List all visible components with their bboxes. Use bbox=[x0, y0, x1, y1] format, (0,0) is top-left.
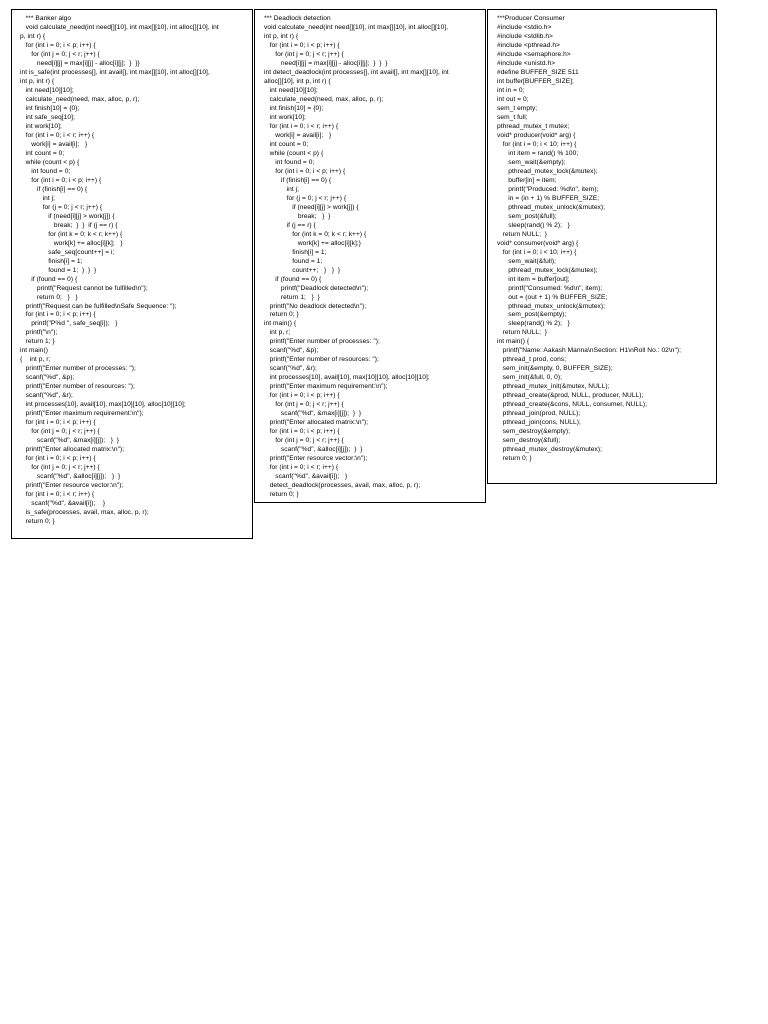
banker-code-line: { int p, r; bbox=[20, 356, 51, 364]
deadlock-code-line: printf("Enter maximum requirement:\n"); bbox=[264, 383, 388, 391]
producer-code-line: printf("Consumed: %d\n", item); bbox=[497, 284, 603, 292]
deadlock-code-line: *** Deadlock detection bbox=[264, 15, 331, 22]
deadlock-code-line: for (int i = 0; i < p; i++) { bbox=[264, 428, 340, 436]
producer-code-line: ***Producer Consumer bbox=[497, 15, 565, 22]
banker-code-line: for (int i = 0; i < r; i++) { bbox=[20, 131, 95, 139]
deadlock-code-line: int p, int r) { bbox=[264, 32, 299, 40]
producer-code-line: int main() { bbox=[497, 338, 530, 346]
deadlock-code-line: for (int j = 0; j < r; j++) { bbox=[264, 401, 344, 409]
banker-code-line: break; } } if (j == r) { bbox=[20, 221, 118, 229]
banker-code-line: int j; bbox=[20, 194, 55, 202]
banker-code-line: if (need[i][j] > work[j]) { bbox=[20, 212, 115, 220]
deadlock-code-line: if (found == 0) { bbox=[264, 275, 322, 283]
producer-code-line: int in = 0; bbox=[497, 86, 525, 94]
producer-code-line: for (int i = 0; i < 10; i++) { bbox=[497, 140, 577, 148]
deadlock-code-line: printf("Enter resource vector:\n"); bbox=[264, 455, 368, 463]
banker-code-line: int count = 0; bbox=[20, 149, 65, 157]
banker-code-line: for (int i = 0; i < r; i++) { bbox=[20, 491, 95, 499]
banker-code-line: int found = 0; bbox=[20, 167, 71, 175]
banker-code-line: printf("\n"); bbox=[20, 329, 58, 337]
producer-code-line: pthread_join(cons, NULL); bbox=[497, 419, 581, 427]
banker-code-line: printf("Request can be fulfilled\nSafe Sequence: "); bbox=[20, 302, 177, 310]
deadlock-code-line: int found = 0; bbox=[264, 158, 315, 166]
deadlock-code-line: calculate_need(need, max, alloc, p, r); bbox=[264, 95, 384, 103]
deadlock-code-line: for (int j = 0; j < r; j++) { bbox=[264, 437, 344, 445]
deadlock-code-line: int p, r; bbox=[264, 329, 291, 337]
deadlock-code-line: if (finish[i] == 0) { bbox=[264, 176, 332, 184]
banker-code-line: printf("P%d ", safe_seq[i]); } bbox=[20, 320, 118, 328]
producer-code-line: #include <stdlib.h> bbox=[497, 32, 553, 40]
producer-code-line: int item = buffer[out]; bbox=[497, 275, 570, 283]
deadlock-code-line: int need[10][10]; bbox=[264, 86, 318, 94]
banker-code-line: finish[i] = 1; bbox=[20, 257, 83, 265]
producer-code-line: sleep(rand() % 2); } bbox=[497, 221, 570, 229]
deadlock-code-line: scanf("%d", &p); bbox=[264, 347, 319, 355]
banker-code-line: int safe_seq[10]; bbox=[20, 113, 75, 121]
producer-code-line: return NULL; } bbox=[497, 230, 548, 238]
producer-code-line: sem_post(&full); bbox=[497, 212, 557, 220]
producer-code-line: sem_t full; bbox=[497, 113, 528, 121]
producer-code-line: sem_init(&empty, 0, BUFFER_SIZE); bbox=[497, 365, 613, 373]
banker-code-line: for (j = 0; j < r; j++) { bbox=[20, 203, 103, 211]
deadlock-code-line: printf("Deadlock detected\n"); bbox=[264, 284, 369, 292]
deadlock-code-line: int finish[10] = {0}; bbox=[264, 104, 324, 112]
banker-code-line: void calculate_need(int need[][10], int max[][10], int alloc[][10], int bbox=[20, 23, 219, 31]
deadlock-code-line: return 0; } bbox=[264, 311, 299, 319]
deadlock-code-line: for (int j = 0; j < r; j++) { bbox=[264, 50, 344, 58]
deadlock-code-line: int work[10]; bbox=[264, 113, 306, 121]
producer-code-line: void* producer(void* arg) { bbox=[497, 131, 576, 139]
deadlock-code-line: while (count < p) { bbox=[264, 149, 324, 157]
deadlock-detection-panel bbox=[254, 9, 486, 503]
banker-code-line: scanf("%d", &max[i][j]); } } bbox=[20, 437, 120, 445]
producer-code-line: int out = 0; bbox=[497, 95, 529, 103]
banker-code-line: while (count < p) { bbox=[20, 158, 80, 166]
deadlock-code-line: if (need[i][j] > work[j]) { bbox=[264, 203, 359, 211]
producer-code-line: buffer[in] = item; bbox=[497, 176, 557, 184]
producer-code-line: pthread_mutex_unlock(&mutex); bbox=[497, 302, 606, 310]
banker-code-line: int is_safe(int processes[], int avail[], int max[][10], int alloc[][10], bbox=[20, 68, 210, 76]
banker-code-line: printf("Request cannot be fulfilled\n"); bbox=[20, 284, 148, 292]
producer-code-line: return NULL; } bbox=[497, 329, 548, 337]
banker-code-line: printf("Enter number of processes: "); bbox=[20, 365, 136, 373]
banker-code-line: int processes[10], avail[10], max[10][10], alloc[10][10]; bbox=[20, 401, 186, 409]
banker-code-line: *** Banker algo bbox=[20, 15, 72, 22]
deadlock-code-line: int detect_deadlock(int processes[], int avail[], int max[][10], int bbox=[264, 68, 449, 76]
deadlock-code-line: return 0; } bbox=[264, 491, 299, 499]
banker-code-line: found = 1; } } } bbox=[20, 266, 97, 274]
deadlock-code-line: work[k] += alloc[i][k];} bbox=[264, 239, 362, 247]
producer-code-line: pthread_mutex_t mutex; bbox=[497, 122, 570, 130]
banker-code-line: return 1; } bbox=[20, 338, 55, 346]
producer-code-line: return 0; } bbox=[497, 455, 532, 463]
banker-code-line: printf("Enter allocated matrix:\n"); bbox=[20, 446, 125, 454]
deadlock-code-line: for (int i = 0; i < r; i++) { bbox=[264, 122, 339, 130]
banker-code-line: p, int r) { bbox=[20, 32, 46, 40]
deadlock-code-line: detect_deadlock(processes, avail, max, alloc, p, r); bbox=[264, 482, 421, 490]
banker-code-line: int work[10]; bbox=[20, 122, 62, 130]
producer-code-line: sem_destroy(&full); bbox=[497, 437, 561, 445]
deadlock-code-line: finish[i] = 1; bbox=[264, 248, 327, 256]
banker-code-line: printf("Enter number of resources: "); bbox=[20, 383, 135, 391]
banker-code-line: work[i] = avail[i]; } bbox=[20, 140, 88, 148]
banker-code-line: return 0; } } bbox=[20, 293, 78, 301]
banker-code-line: scanf("%d", &alloc[i][j]); } } bbox=[20, 473, 121, 481]
producer-code-line: pthread_create(&cons, NULL, consumer, NULL); bbox=[497, 401, 648, 409]
banker-code-line: is_safe(processes, avail, max, alloc, p, r); bbox=[20, 509, 149, 517]
deadlock-code-line: for (int i = 0; i < p; i++) { bbox=[264, 167, 346, 175]
deadlock-code-line: printf("No deadlock detected\n"); bbox=[264, 302, 367, 310]
banker-code-line: if (finish[i] == 0) { bbox=[20, 185, 88, 193]
producer-code-line: printf("Produced: %d\n", item); bbox=[497, 185, 599, 193]
producer-code-line: in = (in + 1) % BUFFER_SIZE; bbox=[497, 194, 600, 202]
banker-code-line: printf("Enter maximum requirement:\n"); bbox=[20, 410, 144, 418]
banker-code-line: safe_seq[count++] = i; bbox=[20, 248, 115, 256]
deadlock-code-line: scanf("%d", &avail[i]); } bbox=[264, 473, 348, 481]
producer-code-line: pthread_mutex_lock(&mutex); bbox=[497, 167, 598, 175]
banker-code-line: for (int i = 0; i < p; i++) { bbox=[20, 311, 96, 319]
deadlock-code-line: scanf("%d", &alloc[i][j]); } } bbox=[264, 446, 363, 454]
deadlock-code-line: count++; } } } bbox=[264, 266, 341, 274]
banker-code-line: scanf("%d", &avail[i]); } bbox=[20, 500, 106, 508]
producer-code-line: #include <semaphore.h> bbox=[497, 50, 571, 58]
producer-code-line: sem_wait(&empty); bbox=[497, 158, 566, 166]
producer-code-line: #include <stdio.h> bbox=[497, 23, 552, 31]
producer-code-line: sem_destroy(&empty); bbox=[497, 428, 570, 436]
producer-code-line: pthread_mutex_init(&mutex, NULL); bbox=[497, 383, 610, 391]
producer-code-line: sem_t empty; bbox=[497, 104, 538, 112]
banker-code-line: for (int j = 0; j < r; j++) { bbox=[20, 50, 100, 58]
deadlock-code-line: return 1; } } bbox=[264, 293, 320, 301]
banker-code-line: if (found == 0) { bbox=[20, 275, 78, 283]
deadlock-code-line: int processes[10], avail[10], max[10][10], alloc[10][10]; bbox=[264, 374, 430, 382]
banker-code-line: int finish[10] = {0}; bbox=[20, 104, 80, 112]
deadlock-code-line: void calculate_need(int need[][10], int max[][10], int alloc[][10], bbox=[264, 23, 449, 31]
banker-code-line: scanf("%d", &r); bbox=[20, 392, 73, 400]
banker-code-line: scanf("%d", &p); bbox=[20, 374, 75, 382]
producer-code-line: out = (out + 1) % BUFFER_SIZE; bbox=[497, 293, 608, 301]
banker-code-line: for (int j = 0; j < r; j++) { bbox=[20, 428, 100, 436]
banker-code-line: for (int j = 0; j < r; j++) { bbox=[20, 464, 100, 472]
deadlock-code-line: for (j = 0; j < r; j++) { bbox=[264, 194, 347, 202]
deadlock-code-line: scanf("%d", &r); bbox=[264, 365, 317, 373]
producer-consumer-panel bbox=[487, 9, 717, 484]
deadlock-code-line: for (int i = 0; i < p; i++) { bbox=[264, 41, 340, 49]
banker-code-line: int p, int r) { bbox=[20, 77, 55, 85]
deadlock-code-line: printf("Enter number of resources: "); bbox=[264, 356, 379, 364]
producer-code-line: for (int i = 0; i < 10; i++) { bbox=[497, 248, 577, 256]
banker-code-line: work[k] += alloc[i][k]; } bbox=[20, 239, 123, 247]
deadlock-code-line: break; } } bbox=[264, 212, 331, 220]
banker-code-line: int main() bbox=[20, 347, 48, 355]
deadlock-code-line: scanf("%d", &max[i][j]); } } bbox=[264, 410, 362, 418]
banker-code-line: for (int k = 0; k < r; k++) { bbox=[20, 230, 123, 238]
banker-code-line: for (int i = 0; i < p; i++) { bbox=[20, 419, 96, 427]
banker-code-line: for (int i = 0; i < p; i++) { bbox=[20, 176, 102, 184]
producer-code-line: pthread_mutex_unlock(&mutex); bbox=[497, 203, 606, 211]
producer-code-line: pthread_t prod, cons; bbox=[497, 356, 567, 364]
banker-code-line: for (int i = 0; i < p; i++) { bbox=[20, 455, 96, 463]
producer-code-line: void* consumer(void* arg) { bbox=[497, 239, 579, 247]
producer-code-line: printf("Name: Aakash Manna\nSection: H1\nRoll No.: 02\n"); bbox=[497, 347, 682, 355]
deadlock-code-line: int j; bbox=[264, 185, 299, 193]
producer-code-line: sleep(rand() % 2); } bbox=[497, 320, 570, 328]
producer-code-line: sem_init(&full, 0, 0); bbox=[497, 374, 563, 382]
deadlock-code-line: if (j == r) { bbox=[264, 221, 316, 229]
producer-code-line: #include <unistd.h> bbox=[497, 59, 556, 67]
banker-algorithm-panel bbox=[11, 9, 253, 539]
deadlock-code-line: alloc[][10], int p, int r) { bbox=[264, 77, 331, 85]
deadlock-code-line: for (int k = 0; k < r; k++) { bbox=[264, 230, 367, 238]
producer-code-line: sem_post(&empty); bbox=[497, 311, 567, 319]
banker-code-line: return 0; } bbox=[20, 518, 55, 526]
deadlock-code-line: int count = 0; bbox=[264, 140, 309, 148]
deadlock-code-line: for (int i = 0; i < p; i++) { bbox=[264, 392, 340, 400]
deadlock-code-line: for (int i = 0; i < r; i++) { bbox=[264, 464, 339, 472]
banker-code-line: calculate_need(need, max, alloc, p, r); bbox=[20, 95, 140, 103]
producer-code-line: #include <pthread.h> bbox=[497, 41, 560, 49]
deadlock-code-line: printf("Enter number of processes: "); bbox=[264, 338, 380, 346]
banker-code-line: need[i][j] = max[i][j] - alloc[i][j]; } }} bbox=[20, 59, 140, 67]
producer-code-line: pthread_join(prod, NULL); bbox=[497, 410, 581, 418]
banker-code-line: printf("Enter resource vector:\n"); bbox=[20, 482, 124, 490]
producer-code-line: int item = rand() % 100; bbox=[497, 149, 579, 157]
producer-code-line: sem_wait(&full); bbox=[497, 257, 556, 265]
deadlock-code-line: need[i][j] = max[i][j] - alloc[i][j]; } } } bbox=[264, 59, 388, 67]
producer-code-line: pthread_mutex_lock(&mutex); bbox=[497, 266, 598, 274]
deadlock-code-line: int main() { bbox=[264, 320, 297, 328]
deadlock-code-line: work[i] = avail[i]; } bbox=[264, 131, 332, 139]
deadlock-code-line: found = 1; bbox=[264, 257, 323, 265]
producer-code-line: pthread_mutex_destroy(&mutex); bbox=[497, 446, 602, 454]
producer-code-line: int buffer[BUFFER_SIZE]; bbox=[497, 77, 574, 85]
banker-code-line: for (int i = 0; i < p; i++) { bbox=[20, 41, 96, 49]
producer-code-line: #define BUFFER_SIZE 511 bbox=[497, 68, 579, 76]
deadlock-code-line: printf("Enter allocated matrix:\n"); bbox=[264, 419, 369, 427]
producer-code-line: pthread_create(&prod, NULL, producer, NULL); bbox=[497, 392, 644, 400]
banker-code-line: int need[10][10]; bbox=[20, 86, 74, 94]
